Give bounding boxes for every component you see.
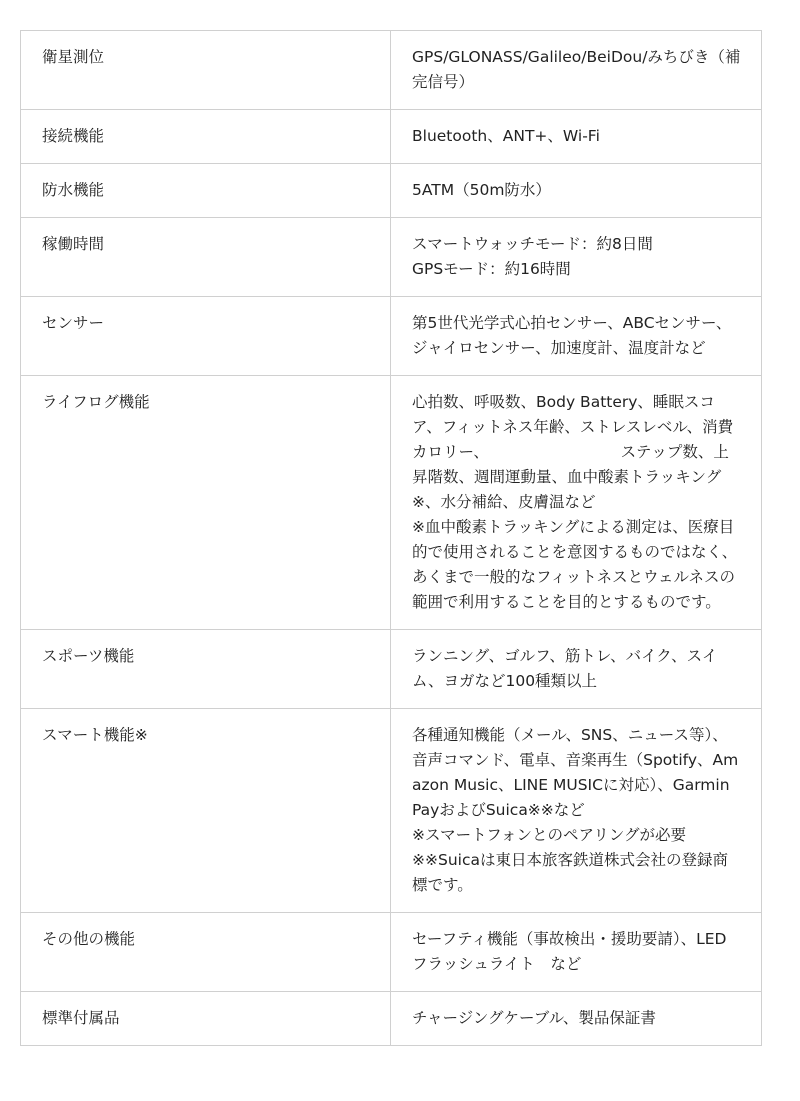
spec-value: [391, 297, 762, 376]
spec-row: [21, 376, 762, 630]
spec-value: [391, 164, 762, 218]
spec-label: 衛星測位: [21, 31, 391, 110]
spec-value-line: ランニング、ゴルフ、筋トレ、バイク、スイム、ヨガなど100種類以上: [412, 647, 718, 690]
spec-label: 接続機能: [21, 110, 391, 164]
spec-row: [21, 913, 762, 992]
spec-value-line: チャージングケーブル、製品保証書: [412, 1009, 656, 1027]
spec-label: 標準付属品: [21, 992, 391, 1046]
spec-value: [391, 709, 762, 913]
spec-table: [20, 30, 762, 1046]
spec-label: センサー: [21, 297, 391, 376]
spec-row: [21, 164, 762, 218]
spec-value: [391, 110, 762, 164]
spec-value-line: 各種通知機能（メール、SNS、ニュース等）、音声コマンド、電卓、音楽再生（Spotify、Amazon Music、LINE MUSICに対応）、Garmin PayおよびSuica※※など: [412, 726, 739, 819]
spec-value-note: ※スマートフォンとのペアリングが必要: [412, 826, 687, 844]
spec-value-line: 第5世代光学式心拍センサー、ABCセンサー、ジャイロセンサー、加速度計、温度計など: [412, 314, 732, 357]
spec-table-body: [21, 31, 762, 1046]
spec-row: [21, 218, 762, 297]
spec-row: [21, 110, 762, 164]
spec-row: [21, 709, 762, 913]
spec-value-line: スマートウォッチモード：約8日間: [412, 235, 653, 253]
spec-value: [391, 31, 762, 110]
spec-row: [21, 31, 762, 110]
spec-value-line: GPSモード：約16時間: [412, 260, 571, 278]
spec-value-note: ※※Suicaは東日本旅客鉄道株式会社の登録商標です。: [412, 851, 728, 894]
spec-label: スポーツ機能: [21, 630, 391, 709]
spec-value: [391, 630, 762, 709]
spec-label: 稼働時間: [21, 218, 391, 297]
spec-value-line: GPS/GLONASS/Galileo/BeiDou/みちびき（補完信号）: [412, 48, 741, 91]
spec-value-note: ※血中酸素トラッキングによる測定は、医療目的で使用されることを意図するものではなく、あくまで一般的なフィットネスとウェルネスの範囲で利用することを目的とするものです。: [412, 518, 738, 611]
spec-label: スマート機能※: [21, 709, 391, 913]
spec-row: [21, 630, 762, 709]
spec-value: [391, 376, 762, 630]
spec-row: [21, 992, 762, 1046]
spec-value-line: セーフティ機能（事故検出・援助要請）、LEDフラッシュライト など: [412, 930, 727, 973]
spec-value: [391, 913, 762, 992]
spec-value-line: Bluetooth、ANT+、Wi-Fi: [412, 127, 600, 145]
spec-value-line: 心拍数、呼吸数、Body Battery、睡眠スコア、フィットネス年齢、ストレスレベル、消費カロリー、 ステップ数、上昇階数、週間運動量、血中酸素トラッキング※、水分補給、皮膚温など: [412, 393, 734, 511]
spec-value-line: 5ATM（50m防水）: [412, 181, 551, 199]
spec-value: [391, 992, 762, 1046]
spec-label: ライフログ機能: [21, 376, 391, 630]
spec-label: その他の機能: [21, 913, 391, 992]
spec-value: [391, 218, 762, 297]
spec-label: 防水機能: [21, 164, 391, 218]
spec-row: [21, 297, 762, 376]
